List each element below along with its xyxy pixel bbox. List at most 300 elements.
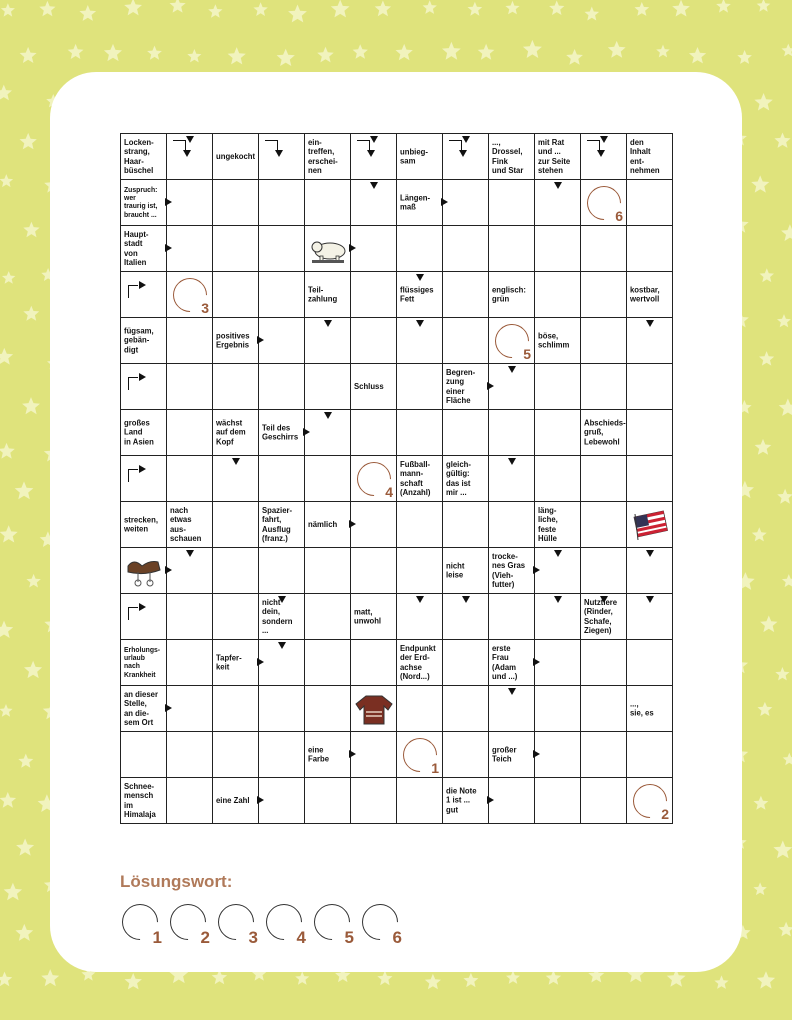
clue-cell bbox=[489, 272, 535, 318]
clue-text: mit Rat und ... zur Seite stehen bbox=[538, 136, 571, 176]
answer-cell[interactable] bbox=[443, 640, 489, 686]
answer-cell[interactable] bbox=[305, 410, 351, 456]
answer-cell[interactable] bbox=[535, 732, 581, 778]
star-shape bbox=[468, 2, 483, 16]
answer-cell[interactable] bbox=[259, 272, 305, 318]
answer-cell[interactable] bbox=[351, 732, 397, 778]
clue-cell bbox=[259, 594, 305, 640]
clue-text: Teil- zahlung bbox=[308, 283, 338, 304]
clue-text: ein- treffen, erschei- nen bbox=[308, 136, 338, 176]
clue-cell bbox=[351, 364, 397, 410]
clue-cell bbox=[305, 502, 351, 548]
solution-marker-number: 1 bbox=[431, 760, 439, 776]
clue-cell bbox=[351, 594, 397, 640]
clue-cell bbox=[121, 318, 167, 364]
clue-text: englisch: grün bbox=[492, 283, 526, 304]
answer-cell[interactable] bbox=[167, 594, 213, 640]
answer-cell[interactable] bbox=[167, 226, 213, 272]
star-shape bbox=[0, 704, 13, 717]
answer-cell[interactable] bbox=[581, 180, 627, 226]
solution-marker-number: 6 bbox=[615, 208, 623, 224]
answer-cell[interactable] bbox=[535, 226, 581, 272]
answer-cell[interactable] bbox=[167, 318, 213, 364]
answer-cell[interactable] bbox=[167, 640, 213, 686]
answer-cell[interactable] bbox=[443, 502, 489, 548]
answer-cell[interactable] bbox=[581, 318, 627, 364]
clue-cell bbox=[213, 778, 259, 824]
arrow-right-icon bbox=[487, 796, 494, 804]
answer-cell[interactable] bbox=[351, 548, 397, 594]
star-shape bbox=[15, 481, 34, 499]
star-shape bbox=[505, 1, 519, 15]
star-shape bbox=[549, 1, 564, 16]
clue-text: Endpunkt der Erd- achse (Nord...) bbox=[400, 642, 436, 682]
star-shape bbox=[331, 0, 350, 17]
star-shape bbox=[20, 47, 37, 63]
star-shape bbox=[523, 40, 542, 58]
answer-cell[interactable] bbox=[443, 180, 489, 226]
answer-cell[interactable] bbox=[627, 548, 673, 594]
answer-cell[interactable] bbox=[397, 364, 443, 410]
answer-cell[interactable] bbox=[581, 456, 627, 502]
answer-cell[interactable] bbox=[351, 134, 397, 180]
arrow-down-icon bbox=[416, 320, 424, 327]
star-shape bbox=[672, 0, 690, 16]
arrow-right-icon bbox=[349, 520, 356, 528]
answer-cell[interactable] bbox=[167, 364, 213, 410]
arrow-down-icon bbox=[646, 596, 654, 603]
solution-word-title: Lösungswort: bbox=[120, 872, 233, 891]
answer-cell[interactable] bbox=[443, 410, 489, 456]
answer-cell[interactable] bbox=[167, 732, 213, 778]
answer-cell[interactable] bbox=[535, 410, 581, 456]
answer-cell[interactable] bbox=[167, 778, 213, 824]
answer-cell[interactable] bbox=[213, 364, 259, 410]
clue-cell bbox=[581, 594, 627, 640]
answer-cell[interactable] bbox=[167, 456, 213, 502]
answer-cell[interactable] bbox=[627, 640, 673, 686]
arrow-right-icon bbox=[165, 704, 172, 712]
bent-arrow-icon bbox=[173, 140, 186, 150]
clue-cell bbox=[581, 410, 627, 456]
star-shape bbox=[608, 41, 626, 58]
answer-cell[interactable] bbox=[627, 318, 673, 364]
solution-letter-number: 4 bbox=[296, 928, 306, 947]
star-shape bbox=[546, 970, 561, 985]
star-shape bbox=[23, 222, 39, 238]
answer-cell[interactable] bbox=[627, 456, 673, 502]
answer-cell[interactable] bbox=[351, 640, 397, 686]
bent-arrow-icon bbox=[587, 140, 600, 150]
clue-text: Erholungs- urlaub nach Krankheit bbox=[124, 644, 161, 679]
answer-cell[interactable] bbox=[259, 778, 305, 824]
star-shape bbox=[753, 882, 766, 895]
answer-cell[interactable] bbox=[305, 364, 351, 410]
star-shape bbox=[757, 0, 771, 12]
star-shape bbox=[714, 975, 728, 989]
clue-text: nämlich bbox=[308, 518, 338, 529]
answer-cell[interactable] bbox=[305, 456, 351, 502]
answer-cell[interactable] bbox=[443, 594, 489, 640]
star-shape bbox=[104, 44, 122, 61]
clue-text: gleich- gültig: das ist mir ... bbox=[446, 458, 471, 498]
answer-cell[interactable] bbox=[581, 778, 627, 824]
clue-cell bbox=[443, 456, 489, 502]
answer-cell[interactable] bbox=[351, 226, 397, 272]
answer-cell[interactable] bbox=[167, 410, 213, 456]
answer-cell[interactable] bbox=[351, 778, 397, 824]
clue-text: den Inhalt ent- nehmen bbox=[630, 136, 660, 176]
answer-cell[interactable] bbox=[443, 318, 489, 364]
answer-cell[interactable] bbox=[351, 180, 397, 226]
answer-cell[interactable] bbox=[397, 732, 443, 778]
clue-text: die Note 1 ist ... gut bbox=[446, 785, 477, 815]
star-shape bbox=[277, 49, 295, 66]
answer-cell[interactable] bbox=[443, 732, 489, 778]
answer-cell[interactable] bbox=[259, 180, 305, 226]
answer-cell[interactable] bbox=[627, 594, 673, 640]
answer-cell[interactable] bbox=[581, 134, 627, 180]
answer-cell[interactable] bbox=[213, 226, 259, 272]
star-shape bbox=[208, 4, 222, 18]
star-shape bbox=[782, 574, 792, 587]
star-shape bbox=[79, 5, 96, 21]
clue-text: strecken, weiten bbox=[124, 513, 158, 534]
bent-arrow-icon bbox=[128, 377, 138, 390]
answer-cell[interactable] bbox=[167, 180, 213, 226]
clue-text: ..., Drossel, Fink und Star bbox=[492, 136, 524, 176]
answer-cell[interactable] bbox=[489, 502, 535, 548]
clue-cell bbox=[305, 134, 351, 180]
star-shape bbox=[752, 527, 767, 541]
clue-text: großes Land in Asien bbox=[124, 417, 154, 447]
clue-text: nicht leise bbox=[446, 559, 465, 580]
answer-cell[interactable] bbox=[581, 548, 627, 594]
answer-cell[interactable] bbox=[443, 686, 489, 732]
arrow-down-icon bbox=[232, 458, 240, 465]
answer-cell[interactable] bbox=[121, 732, 167, 778]
star-shape bbox=[0, 174, 13, 187]
answer-cell[interactable] bbox=[305, 686, 351, 732]
flag-picture-clue bbox=[627, 502, 673, 548]
answer-cell[interactable] bbox=[581, 272, 627, 318]
clue-cell bbox=[443, 778, 489, 824]
solution-letter-box[interactable] bbox=[312, 902, 356, 946]
answer-cell[interactable] bbox=[167, 134, 213, 180]
answer-cell[interactable] bbox=[213, 180, 259, 226]
star-shape bbox=[288, 5, 307, 23]
star-shape bbox=[124, 0, 142, 15]
clue-cell bbox=[535, 134, 581, 180]
star-shape bbox=[0, 972, 12, 987]
saddle-picture-clue bbox=[121, 548, 167, 594]
bent-arrow-icon bbox=[357, 140, 370, 150]
arrow-down-icon bbox=[416, 274, 424, 281]
answer-cell[interactable] bbox=[489, 686, 535, 732]
arrow-down-icon bbox=[324, 412, 332, 419]
answer-cell[interactable] bbox=[489, 364, 535, 410]
bent-arrow-icon bbox=[449, 140, 462, 150]
answer-cell[interactable] bbox=[397, 318, 443, 364]
star-shape bbox=[0, 85, 12, 101]
answer-cell[interactable] bbox=[489, 226, 535, 272]
answer-cell[interactable] bbox=[305, 594, 351, 640]
sweater-picture-clue bbox=[351, 686, 397, 732]
star-shape bbox=[758, 702, 773, 716]
answer-cell[interactable] bbox=[535, 456, 581, 502]
clue-text: unbieg- sam bbox=[400, 145, 428, 166]
arrow-down-icon bbox=[462, 136, 470, 143]
star-shape bbox=[16, 839, 34, 856]
answer-cell[interactable] bbox=[627, 226, 673, 272]
clue-cell bbox=[213, 640, 259, 686]
answer-cell[interactable] bbox=[259, 686, 305, 732]
answer-cell[interactable] bbox=[535, 778, 581, 824]
solution-marker-number: 5 bbox=[523, 346, 531, 362]
answer-cell[interactable] bbox=[167, 548, 213, 594]
arrow-right-icon bbox=[533, 658, 540, 666]
star-shape bbox=[585, 7, 600, 21]
arrow-right-icon bbox=[257, 796, 264, 804]
answer-cell[interactable] bbox=[259, 134, 305, 180]
arrow-down-icon bbox=[416, 596, 424, 603]
clue-text: nicht dein, sondern ... bbox=[262, 596, 293, 636]
answer-cell[interactable] bbox=[259, 732, 305, 778]
star-shape bbox=[2, 271, 15, 284]
arrow-down-icon bbox=[554, 550, 562, 557]
answer-cell[interactable] bbox=[489, 180, 535, 226]
star-shape bbox=[760, 268, 774, 282]
answer-cell[interactable] bbox=[535, 364, 581, 410]
star-shape bbox=[23, 306, 39, 321]
answer-cell[interactable] bbox=[305, 778, 351, 824]
answer-cell[interactable] bbox=[581, 640, 627, 686]
answer-cell[interactable] bbox=[259, 318, 305, 364]
arrow-right-icon bbox=[257, 336, 264, 344]
answer-cell[interactable] bbox=[305, 180, 351, 226]
clue-cell bbox=[397, 272, 443, 318]
arrow-right-icon bbox=[533, 750, 540, 758]
clue-text: läng- liche, feste Hülle bbox=[538, 504, 558, 544]
answer-cell[interactable] bbox=[351, 318, 397, 364]
star-shape bbox=[353, 44, 368, 59]
clue-text: Schluss bbox=[354, 380, 384, 391]
star-shape bbox=[317, 47, 334, 63]
clue-cell bbox=[397, 180, 443, 226]
star-shape bbox=[39, 1, 55, 16]
answer-cell[interactable] bbox=[213, 686, 259, 732]
answer-cell[interactable] bbox=[351, 502, 397, 548]
star-shape bbox=[782, 44, 792, 57]
answer-cell[interactable] bbox=[535, 272, 581, 318]
arrow-down-icon bbox=[554, 182, 562, 189]
arrow-right-icon bbox=[165, 566, 172, 574]
answer-cell[interactable] bbox=[443, 272, 489, 318]
answer-cell[interactable] bbox=[535, 548, 581, 594]
clue-text: Begren- zung einer Fläche bbox=[446, 366, 476, 406]
star-shape bbox=[423, 0, 437, 14]
star-shape bbox=[689, 47, 706, 63]
clue-cell bbox=[397, 134, 443, 180]
answer-cell[interactable] bbox=[351, 456, 397, 502]
answer-cell[interactable] bbox=[443, 226, 489, 272]
answer-cell[interactable] bbox=[397, 778, 443, 824]
answer-cell[interactable] bbox=[627, 410, 673, 456]
answer-cell[interactable] bbox=[489, 456, 535, 502]
arrow-down-icon bbox=[278, 642, 286, 649]
answer-cell[interactable] bbox=[581, 364, 627, 410]
clue-text: wächst auf dem Kopf bbox=[216, 417, 246, 447]
solution-letter-box[interactable] bbox=[360, 902, 404, 946]
arrow-right-icon bbox=[441, 198, 448, 206]
arrow-down-icon bbox=[600, 596, 608, 603]
answer-cell[interactable] bbox=[305, 640, 351, 686]
answer-cell[interactable] bbox=[535, 594, 581, 640]
answer-cell[interactable] bbox=[397, 548, 443, 594]
clue-cell bbox=[167, 502, 213, 548]
star-shape bbox=[463, 973, 478, 987]
clue-cell bbox=[121, 778, 167, 824]
clue-text: großer Teich bbox=[492, 743, 517, 764]
star-shape bbox=[635, 2, 650, 16]
answer-cell[interactable] bbox=[351, 272, 397, 318]
answer-cell[interactable] bbox=[535, 180, 581, 226]
star-shape bbox=[4, 883, 23, 901]
arrow-right-icon bbox=[303, 428, 310, 436]
answer-cell[interactable] bbox=[351, 410, 397, 456]
solution-letter-box[interactable] bbox=[264, 902, 308, 946]
clue-cell bbox=[121, 226, 167, 272]
answer-cell[interactable] bbox=[397, 594, 443, 640]
star-shape bbox=[295, 971, 309, 984]
star-shape bbox=[760, 616, 777, 633]
clue-cell bbox=[397, 640, 443, 686]
answer-cell[interactable] bbox=[489, 778, 535, 824]
answer-cell[interactable] bbox=[489, 318, 535, 364]
arrow-down-icon bbox=[508, 688, 516, 695]
answer-cell[interactable] bbox=[259, 364, 305, 410]
answer-cell[interactable] bbox=[581, 686, 627, 732]
clue-cell bbox=[121, 686, 167, 732]
star-shape bbox=[0, 525, 18, 542]
answer-cell[interactable] bbox=[627, 180, 673, 226]
answer-cell[interactable] bbox=[121, 364, 167, 410]
answer-cell[interactable] bbox=[627, 778, 673, 824]
answer-cell[interactable] bbox=[535, 640, 581, 686]
answer-cell[interactable] bbox=[121, 594, 167, 640]
answer-cell[interactable] bbox=[581, 502, 627, 548]
clue-cell bbox=[121, 502, 167, 548]
solution-letter-box[interactable] bbox=[168, 902, 212, 946]
star-shape bbox=[1, 3, 15, 16]
solution-word-boxes bbox=[120, 902, 420, 946]
solution-letter-box[interactable] bbox=[216, 902, 260, 946]
answer-cell[interactable] bbox=[305, 548, 351, 594]
star-shape bbox=[0, 621, 13, 638]
answer-cell[interactable] bbox=[213, 548, 259, 594]
clue-cell bbox=[213, 410, 259, 456]
clue-cell bbox=[627, 686, 673, 732]
clue-cell bbox=[489, 732, 535, 778]
clue-text: Tapfer- keit bbox=[216, 651, 242, 672]
answer-cell[interactable] bbox=[213, 502, 259, 548]
clue-text: trocke- nes Gras (Vieh- futter) bbox=[492, 550, 526, 590]
arrow-down-icon bbox=[370, 136, 378, 143]
answer-cell[interactable] bbox=[213, 732, 259, 778]
answer-cell[interactable] bbox=[397, 502, 443, 548]
crossword-grid bbox=[120, 133, 673, 824]
answer-cell[interactable] bbox=[489, 594, 535, 640]
answer-cell[interactable] bbox=[259, 456, 305, 502]
clue-text: Nutztiere (Rinder, Schafe, Ziegen) bbox=[584, 596, 618, 636]
star-shape bbox=[777, 489, 792, 504]
answer-cell[interactable] bbox=[167, 272, 213, 318]
clue-text: Fußball- mann- schaft (Anzahl) bbox=[400, 458, 431, 498]
star-shape bbox=[478, 44, 495, 60]
clue-text: positives Ergebnis bbox=[216, 329, 250, 350]
answer-cell[interactable] bbox=[397, 410, 443, 456]
answer-cell[interactable] bbox=[213, 594, 259, 640]
star-shape bbox=[0, 443, 15, 459]
answer-cell[interactable] bbox=[259, 640, 305, 686]
clue-text: Abschieds- gruß, Lebewohl bbox=[584, 417, 626, 447]
answer-cell[interactable] bbox=[167, 686, 213, 732]
arrow-right-icon bbox=[165, 198, 172, 206]
star-shape bbox=[187, 49, 201, 62]
clue-text: böse, schlimm bbox=[538, 329, 570, 350]
clue-text: Längen- maß bbox=[400, 191, 431, 212]
answer-cell[interactable] bbox=[627, 732, 673, 778]
answer-cell[interactable] bbox=[213, 272, 259, 318]
answer-cell[interactable] bbox=[213, 456, 259, 502]
solution-letter-number: 5 bbox=[344, 928, 354, 947]
answer-cell[interactable] bbox=[259, 548, 305, 594]
star-shape bbox=[754, 796, 769, 810]
arrow-right-icon bbox=[533, 566, 540, 574]
solution-letter-box[interactable] bbox=[120, 902, 164, 946]
arrow-down-icon bbox=[324, 320, 332, 327]
clue-text: Teil des Geschirrs bbox=[262, 421, 299, 442]
answer-cell[interactable] bbox=[627, 364, 673, 410]
clue-cell bbox=[121, 640, 167, 686]
answer-cell[interactable] bbox=[121, 272, 167, 318]
answer-cell[interactable] bbox=[581, 732, 627, 778]
clue-cell bbox=[535, 502, 581, 548]
clue-text: matt, unwohl bbox=[354, 605, 382, 626]
answer-cell[interactable] bbox=[535, 686, 581, 732]
answer-cell[interactable] bbox=[397, 686, 443, 732]
arrow-down-icon bbox=[186, 136, 194, 143]
answer-cell[interactable] bbox=[397, 226, 443, 272]
clue-cell bbox=[443, 364, 489, 410]
answer-cell[interactable] bbox=[305, 318, 351, 364]
answer-cell[interactable] bbox=[259, 226, 305, 272]
star-shape bbox=[775, 667, 789, 680]
star-shape bbox=[656, 45, 670, 58]
star-shape bbox=[442, 42, 461, 60]
answer-cell[interactable] bbox=[489, 410, 535, 456]
clue-text: eine Zahl bbox=[216, 794, 250, 805]
clue-cell bbox=[259, 502, 305, 548]
answer-cell[interactable] bbox=[443, 134, 489, 180]
clue-cell bbox=[305, 272, 351, 318]
answer-cell[interactable] bbox=[581, 226, 627, 272]
answer-cell[interactable] bbox=[121, 456, 167, 502]
star-shape bbox=[396, 44, 413, 60]
star-shape bbox=[754, 93, 772, 111]
star-shape bbox=[779, 922, 792, 937]
star-shape bbox=[24, 661, 42, 678]
